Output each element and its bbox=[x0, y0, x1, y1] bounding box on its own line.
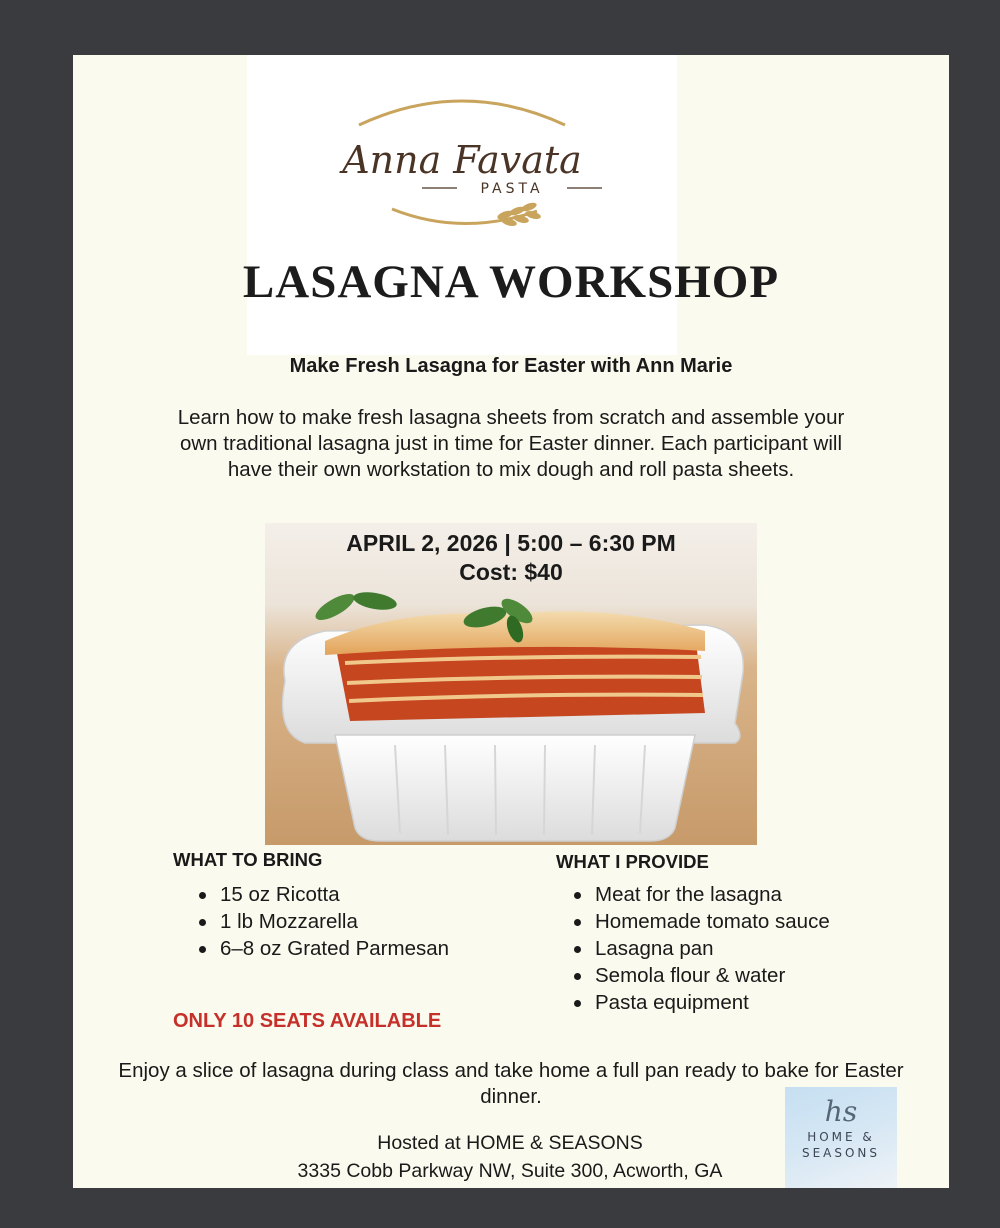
what-i-provide-list bbox=[569, 881, 839, 1016]
hs-name-line-1: HOME & bbox=[807, 1130, 875, 1144]
hs-name-line-2: SEASONS bbox=[801, 1146, 881, 1160]
event-cost: Cost: $40 bbox=[459, 559, 563, 585]
logo-script-text: Anna Favata bbox=[342, 138, 582, 182]
logo-panel bbox=[247, 55, 677, 355]
venue-address: 3335 Cobb Parkway NW, Suite 300, Acworth, GA bbox=[297, 1160, 723, 1182]
what-to-bring-heading: WHAT TO BRING bbox=[173, 849, 323, 870]
list-item: 15 oz Ricotta bbox=[194, 881, 524, 908]
list-item: Homemade tomato sauce bbox=[569, 908, 839, 935]
logo-sub-text: PASTA bbox=[480, 181, 544, 197]
lasagna-photo bbox=[265, 523, 757, 845]
enjoy-text: Enjoy a slice of lasagna during class and take home a full pan ready to bake for Easter dinner. bbox=[118, 1059, 904, 1108]
list-item: Meat for the lasagna bbox=[569, 881, 839, 908]
logo-top-arc bbox=[359, 101, 565, 125]
list-item: Lasagna pan bbox=[569, 935, 839, 962]
workshop-description: Learn how to make fresh lasagna sheets from scratch and assemble your own traditional lasagna just in time for Easter dinner. Each participant will have their own workstation to mix dough and roll pasta sheets. bbox=[177, 406, 845, 481]
seats-available-notice: ONLY 10 SEATS AVAILABLE bbox=[173, 1010, 442, 1032]
wheat-icon bbox=[496, 201, 541, 227]
hosted-line: Hosted at HOME & SEASONS bbox=[377, 1132, 643, 1154]
home-and-seasons-logo bbox=[785, 1087, 897, 1188]
list-item: 6–8 oz Grated Parmesan bbox=[194, 935, 524, 962]
workshop-subtitle: Make Fresh Lasagna for Easter with Ann Marie bbox=[289, 355, 733, 377]
flyer-page bbox=[73, 55, 949, 1188]
hs-monogram: hs bbox=[824, 1095, 858, 1128]
what-i-provide-heading: WHAT I PROVIDE bbox=[556, 851, 709, 872]
event-date-time: APRIL 2, 2026 | 5:00 – 6:30 PM bbox=[346, 530, 676, 556]
venue-info bbox=[213, 1129, 807, 1185]
list-item: Semola flour & water bbox=[569, 962, 839, 989]
list-item: Pasta equipment bbox=[569, 989, 839, 1016]
anna-favata-pasta-logo bbox=[247, 55, 677, 245]
page-title: LASAGNA WORKSHOP bbox=[242, 256, 780, 308]
what-to-bring-list bbox=[194, 881, 524, 962]
list-item: 1 lb Mozzarella bbox=[194, 908, 524, 935]
